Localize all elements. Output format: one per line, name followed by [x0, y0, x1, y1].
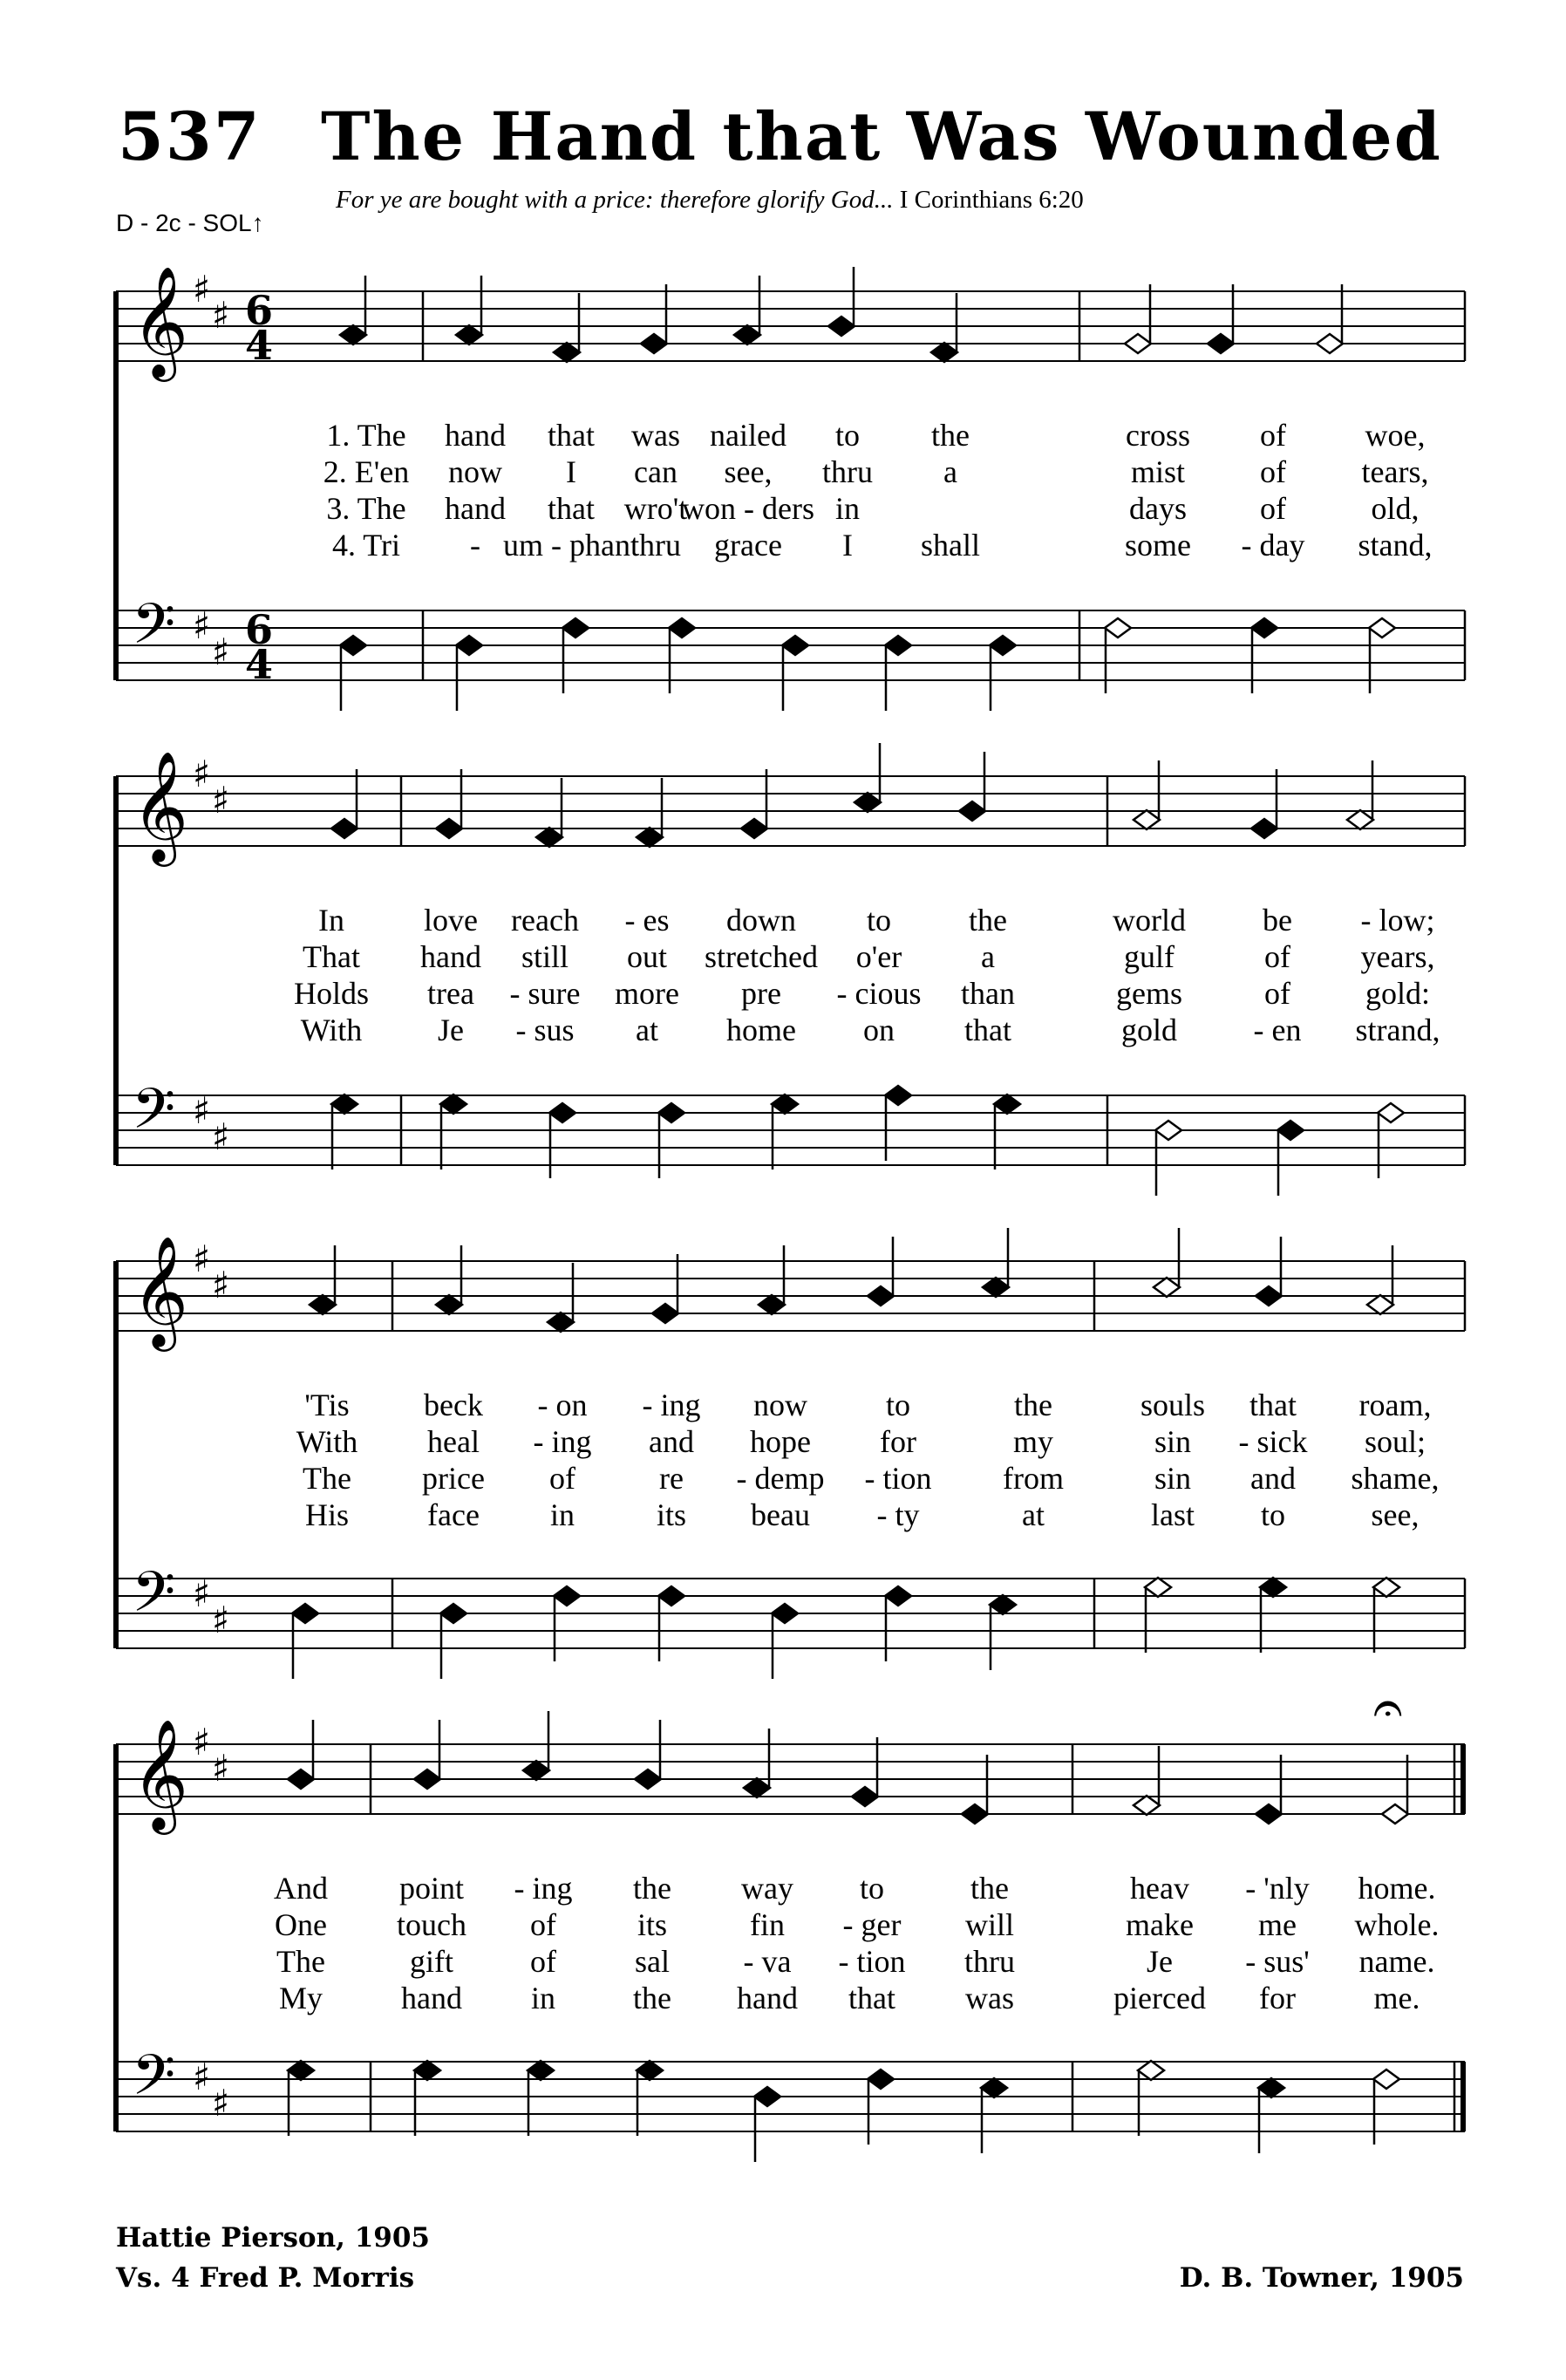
- sharp-icon: ♯: [212, 1599, 230, 1641]
- treble-note: [1134, 760, 1160, 829]
- lyric-syllable: - low;: [1360, 903, 1435, 938]
- lyric-syllable: of: [1260, 454, 1286, 489]
- sharp-icon: ♯: [212, 779, 230, 822]
- lyric-syllable: the: [969, 903, 1007, 938]
- lyric-syllable: hand: [401, 1981, 462, 2015]
- lyric-syllable: old,: [1371, 491, 1420, 526]
- lyric-syllable: gold:: [1365, 976, 1431, 1011]
- lyric-syllable: sin: [1154, 1461, 1192, 1496]
- lyric-syllable: pre: [741, 976, 781, 1011]
- bass-note: [340, 636, 366, 711]
- lyric-syllable: The: [303, 1461, 351, 1496]
- lyric-syllable: in: [834, 491, 861, 526]
- lyric-syllable: heav: [1130, 1871, 1189, 1906]
- sharp-icon: ♯: [212, 1264, 230, 1306]
- lyric-syllable: be: [1263, 903, 1292, 938]
- lyric-syllable: I: [566, 454, 576, 489]
- treble-note: [1125, 284, 1151, 353]
- lyric-syllable: The: [276, 1944, 325, 1979]
- lyric-syllable: for: [880, 1424, 916, 1459]
- treble-note: [523, 1711, 549, 1780]
- lyric-syllable: - ing: [642, 1388, 701, 1422]
- lyric-verse-4-line-2: [0, 1012, 1566, 1048]
- lyric-syllable: gulf: [1124, 939, 1174, 974]
- bass-note: [994, 1095, 1020, 1170]
- lyric-syllable: soul;: [1364, 1424, 1426, 1459]
- lyric-syllable: sin: [1154, 1424, 1192, 1459]
- lyric-syllable: souls: [1140, 1388, 1206, 1422]
- lyric-syllable: hand: [445, 418, 506, 453]
- lyric-syllable: down: [726, 903, 796, 938]
- bass-note: [331, 1095, 357, 1170]
- lyric-syllable: hand: [420, 939, 481, 974]
- lyric-verse-4-line-4: [0, 1980, 1566, 2016]
- lyric-verse-2-line-1: [0, 453, 1566, 490]
- treble-note: [288, 1720, 314, 1789]
- sharp-icon: ♯: [212, 1115, 230, 1158]
- treble-note: [1251, 769, 1277, 838]
- lyric-syllable: to: [1260, 1497, 1286, 1532]
- lyric-syllable: -: [470, 528, 480, 563]
- lyric-verse-1-line-4: [0, 1870, 1566, 1906]
- bass-note: [981, 2078, 1007, 2153]
- sharp-icon: ♯: [212, 1747, 230, 1790]
- lyric-syllable: Je: [1147, 1944, 1173, 1979]
- treble-clef-icon: 𝄞: [132, 265, 189, 377]
- treble-note: [959, 752, 985, 821]
- scripture-reference: [336, 186, 1084, 215]
- lyric-syllable: gold: [1120, 1013, 1178, 1047]
- sharp-icon: ♯: [193, 604, 211, 647]
- lyric-syllable: beck: [424, 1388, 483, 1422]
- lyric-syllable: years,: [1360, 939, 1435, 974]
- lyric-syllable: will: [964, 1907, 1015, 1942]
- lyric-syllable: - en: [1253, 1013, 1302, 1047]
- lyric-syllable: won - ders: [682, 491, 814, 526]
- treble-note: [734, 276, 760, 344]
- lyric-syllable: trea: [427, 976, 474, 1011]
- lyric-syllable: in: [530, 1981, 556, 2015]
- bass-note: [782, 636, 808, 711]
- lyric-verse-1-line-2: [0, 902, 1566, 938]
- lyric-syllable: point: [398, 1871, 465, 1906]
- lyric-syllable: at: [636, 1013, 658, 1047]
- lyric-syllable: in: [549, 1497, 575, 1532]
- treble-note: [331, 769, 357, 838]
- lyric-syllable: - day: [1241, 528, 1305, 563]
- lyric-syllable: world: [1113, 903, 1186, 938]
- bass-note: [528, 2061, 554, 2136]
- lyric-syllable: roam,: [1358, 1388, 1432, 1422]
- treble-note: [1256, 1755, 1282, 1824]
- lyric-syllable: face: [427, 1497, 480, 1532]
- lyric-syllable: cross: [1126, 418, 1190, 453]
- lyric-verse-2-line-4: [0, 1906, 1566, 1943]
- bass-note: [1258, 2078, 1284, 2153]
- lyric-syllable: the: [633, 1981, 671, 2015]
- lyric-syllable: love: [424, 903, 478, 938]
- lyric-verse-3-line-3: [0, 1460, 1566, 1497]
- lyric-syllable: - sick: [1238, 1424, 1308, 1459]
- lyric-syllable: - tion: [864, 1461, 932, 1496]
- treble-note: [828, 267, 854, 336]
- bass-note: [1105, 618, 1131, 693]
- lyric-syllable: That: [303, 939, 360, 974]
- treble-note: [852, 1737, 878, 1806]
- bass-note: [637, 2061, 663, 2136]
- bass-note: [1373, 1578, 1399, 1653]
- lyric-syllable: of: [549, 1461, 575, 1496]
- lyric-syllable: last: [1151, 1497, 1195, 1532]
- sharp-icon: ♯: [193, 1238, 211, 1280]
- lyric-verse-1-line-1: [0, 417, 1566, 453]
- treble-note: [983, 1228, 1009, 1297]
- scripture-quote: For ye are bought with a price: therefore glorify God...: [336, 186, 894, 214]
- lyric-syllable: still: [521, 939, 569, 974]
- lyric-syllable: And: [274, 1871, 328, 1906]
- lyric-syllable: - ger: [842, 1907, 902, 1942]
- treble-note: [744, 1729, 770, 1797]
- lyric-syllable: from: [1003, 1461, 1064, 1496]
- lyric-verse-3-line-4: [0, 1943, 1566, 1980]
- bass-note: [1369, 618, 1395, 693]
- sharp-icon: ♯: [212, 2082, 230, 2124]
- bass-note: [1378, 1103, 1404, 1178]
- lyric-syllable: my: [1012, 1424, 1054, 1459]
- lyric-syllable: 'Tis: [304, 1388, 350, 1422]
- lyric-verse-3-line-1: [0, 490, 1566, 527]
- lyric-syllable: My: [278, 1981, 323, 2015]
- lyric-syllable: - sus: [515, 1013, 575, 1047]
- bass-clef-icon: 𝄢: [132, 592, 176, 671]
- lyric-verse-2-line-3: [0, 1423, 1566, 1460]
- lyric-syllable: - tion: [838, 1944, 906, 1979]
- treble-note: [1208, 284, 1234, 353]
- lyric-syllable: its: [637, 1907, 668, 1942]
- treble-clef-icon: 𝄞: [132, 750, 189, 862]
- treble-note: [962, 1755, 988, 1824]
- bass-note: [658, 1586, 684, 1661]
- bass-note: [772, 1095, 798, 1170]
- lyric-syllable: hand: [445, 491, 506, 526]
- lyric-syllable: gift: [410, 1944, 453, 1979]
- lyric-syllable: and: [649, 1424, 694, 1459]
- treble-note: [1317, 284, 1343, 353]
- bass-note: [562, 618, 589, 693]
- lyric-syllable: that: [848, 1981, 895, 2015]
- sharp-icon: ♯: [193, 753, 211, 795]
- lyric-syllable: - demp: [736, 1461, 825, 1496]
- lyric-syllable: me: [1258, 1907, 1297, 1942]
- bass-note: [669, 618, 695, 693]
- bass-note: [885, 1086, 911, 1161]
- lyric-syllable: um - phant: [503, 528, 639, 563]
- time-signature-bottom: 4: [245, 322, 274, 369]
- treble-note: [641, 284, 667, 353]
- lyric-syllable: thru: [964, 1944, 1015, 1979]
- lyric-syllable: the: [1014, 1388, 1052, 1422]
- treble-note: [1382, 1755, 1408, 1824]
- lyric-syllable: - ing: [533, 1424, 592, 1459]
- treble-note: [854, 743, 881, 812]
- lyric-syllable: o'er: [855, 939, 902, 974]
- lyric-syllable: and: [1250, 1461, 1296, 1496]
- lyric-syllable: - sure: [509, 976, 581, 1011]
- lyric-syllable: 3. The: [326, 491, 406, 526]
- lyric-syllable: re: [659, 1461, 684, 1496]
- lyric-syllable: than: [961, 976, 1015, 1011]
- bass-note: [549, 1103, 575, 1178]
- lyric-syllable: of: [530, 1944, 556, 1979]
- lyric-syllable: whole.: [1354, 1907, 1440, 1942]
- time-signature-top: 6: [245, 287, 274, 334]
- lyric-syllable: price: [422, 1461, 485, 1496]
- lyric-verse-4-line-3: [0, 1497, 1566, 1533]
- credit-verse4: Vs. 4 Fred P. Morris: [116, 2262, 415, 2294]
- lyric-syllable: was: [965, 1981, 1014, 2015]
- time-signature-top: 6: [245, 606, 274, 653]
- treble-note: [554, 293, 580, 362]
- lyric-syllable: on: [863, 1013, 895, 1047]
- lyric-syllable: can: [634, 454, 677, 489]
- lyric-syllable: the: [970, 1871, 1009, 1906]
- lyric-syllable: gems: [1116, 976, 1182, 1011]
- bass-note: [1373, 2070, 1399, 2145]
- sharp-icon: ♯: [212, 631, 230, 673]
- lyric-syllable: sal: [635, 1944, 670, 1979]
- sharp-icon: ♯: [193, 2056, 211, 2098]
- lyric-syllable: to: [859, 1871, 885, 1906]
- bass-note: [990, 1595, 1016, 1670]
- lyric-syllable: Holds: [293, 976, 370, 1011]
- lyric-syllable: hope: [750, 1424, 811, 1459]
- lyric-syllable: beau: [751, 1497, 810, 1532]
- bass-clef-icon: 𝄢: [132, 1077, 176, 1156]
- lyric-syllable: a: [943, 454, 957, 489]
- bass-note: [754, 2087, 780, 2162]
- lyric-syllable: heal: [427, 1424, 480, 1459]
- lyric-syllable: to: [866, 903, 892, 938]
- lyric-verse-3-line-2: [0, 975, 1566, 1012]
- lyric-syllable: In: [318, 903, 344, 938]
- lyric-syllable: was: [631, 418, 680, 453]
- treble-note: [536, 778, 562, 847]
- bass-note: [1145, 1578, 1171, 1653]
- lyric-syllable: of: [1264, 939, 1290, 974]
- treble-note: [635, 1720, 661, 1789]
- lyric-syllable: stretched: [705, 939, 818, 974]
- bass-note: [990, 636, 1016, 711]
- lyric-syllable: some: [1125, 528, 1191, 563]
- lyric-syllable: 1. The: [326, 418, 406, 453]
- lyric-syllable: grace: [714, 528, 782, 563]
- lyric-syllable: tears,: [1361, 454, 1429, 489]
- time-signature-bottom: 4: [245, 641, 274, 688]
- bass-note: [292, 1604, 318, 1679]
- lyric-syllable: hand: [737, 1981, 798, 2015]
- lyric-syllable: its: [656, 1497, 687, 1532]
- lyric-syllable: - es: [624, 903, 670, 938]
- lyric-syllable: that: [1249, 1388, 1297, 1422]
- bass-note: [440, 1604, 466, 1679]
- lyric-syllable: see,: [724, 454, 773, 489]
- key-meter-label: D - 2c - SOL↑: [116, 209, 264, 236]
- lyric-syllable: - cious: [836, 976, 922, 1011]
- treble-note: [1154, 1228, 1180, 1297]
- sharp-icon: ♯: [193, 1721, 211, 1763]
- treble-note: [1134, 1746, 1160, 1815]
- lyric-syllable: days: [1129, 491, 1187, 526]
- lyric-syllable: nailed: [710, 418, 786, 453]
- lyric-syllable: Je: [438, 1013, 464, 1047]
- treble-note: [548, 1263, 574, 1332]
- lyric-syllable: to: [885, 1388, 911, 1422]
- bass-clef-icon: 𝄢: [132, 2043, 176, 2122]
- lyric-syllable: make: [1126, 1907, 1194, 1942]
- lyric-syllable: that: [548, 491, 595, 526]
- treble-note: [456, 276, 482, 344]
- bass-note: [1251, 618, 1277, 693]
- lyric-syllable: of: [1260, 418, 1286, 453]
- bass-clef-icon: 𝄢: [132, 1560, 176, 1639]
- treble-clef-icon: 𝄞: [132, 1718, 189, 1830]
- treble-note: [340, 276, 366, 344]
- lyric-syllable: 2. E'en: [323, 454, 410, 489]
- bass-note: [414, 2061, 440, 2136]
- lyric-syllable: now: [448, 454, 502, 489]
- treble-note: [868, 1237, 894, 1306]
- lyric-syllable: pierced: [1113, 1981, 1206, 2015]
- treble-note: [1347, 760, 1373, 829]
- lyric-syllable: wro't: [623, 491, 688, 526]
- lyric-syllable: - va: [743, 1944, 792, 1979]
- lyric-syllable: more: [615, 976, 679, 1011]
- bass-note: [868, 2070, 894, 2145]
- lyric-syllable: out: [626, 939, 668, 974]
- lyric-syllable: I: [842, 528, 853, 563]
- bass-note: [885, 636, 911, 711]
- bass-note: [772, 1604, 798, 1679]
- lyric-syllable: 4. Tri: [331, 528, 401, 563]
- treble-note: [1256, 1237, 1282, 1306]
- lyric-syllable: that: [964, 1013, 1011, 1047]
- lyric-syllable: strand,: [1355, 1013, 1440, 1047]
- lyric-syllable: mist: [1130, 454, 1186, 489]
- lyric-syllable: thru: [630, 528, 681, 563]
- lyric-syllable: now: [753, 1388, 807, 1422]
- hymn-number: 537: [118, 98, 262, 175]
- lyric-syllable: - ty: [876, 1497, 920, 1532]
- lyric-syllable: of: [1264, 976, 1290, 1011]
- lyric-syllable: way: [741, 1871, 793, 1906]
- treble-clef-icon: 𝄞: [132, 1235, 189, 1347]
- lyric-syllable: shame,: [1351, 1461, 1440, 1496]
- lyric-syllable: - ing: [514, 1871, 573, 1906]
- lyric-syllable: shall: [921, 528, 980, 563]
- lyric-syllable: me.: [1373, 1981, 1420, 2015]
- lyric-syllable: His: [304, 1497, 350, 1532]
- lyric-syllable: reach: [511, 903, 579, 938]
- lyric-syllable: stand,: [1358, 528, 1433, 563]
- treble-note: [310, 1245, 336, 1314]
- bass-note: [456, 636, 482, 711]
- lyric-syllable: a: [981, 939, 995, 974]
- treble-note: [414, 1720, 440, 1789]
- treble-note: [436, 769, 462, 838]
- treble-note: [1367, 1245, 1393, 1314]
- lyric-syllable: name.: [1358, 1944, 1435, 1979]
- lyric-syllable: that: [548, 418, 595, 453]
- credit-music: D. B. Towner, 1905: [1179, 2262, 1464, 2294]
- sharp-icon: ♯: [212, 294, 230, 337]
- treble-note: [931, 293, 957, 362]
- lyric-syllable: home: [726, 1013, 796, 1047]
- lyric-syllable: of: [1260, 491, 1286, 526]
- sharp-icon: ♯: [193, 1572, 211, 1615]
- lyric-syllable: With: [296, 1424, 358, 1459]
- treble-note: [741, 769, 767, 838]
- lyric-verse-4-line-1: [0, 527, 1566, 563]
- lyric-syllable: fin: [750, 1907, 785, 1942]
- lyric-verse-2-line-2: [0, 938, 1566, 975]
- lyric-syllable: to: [834, 418, 861, 453]
- lyric-syllable: One: [275, 1907, 327, 1942]
- lyric-syllable: touch: [397, 1907, 466, 1942]
- lyric-syllable: - 'nly: [1245, 1871, 1310, 1906]
- bass-note: [554, 1586, 580, 1661]
- lyric-syllable: With: [300, 1013, 363, 1047]
- lyric-syllable: woe,: [1365, 418, 1426, 453]
- treble-note: [652, 1254, 678, 1323]
- lyric-syllable: - on: [537, 1388, 588, 1422]
- bass-note: [1138, 2061, 1164, 2136]
- lyric-syllable: - sus': [1245, 1944, 1310, 1979]
- lyric-syllable: of: [530, 1907, 556, 1942]
- hymn-title: The Hand that Was Wounded: [321, 98, 1442, 175]
- lyric-verse-1-line-3: [0, 1387, 1566, 1423]
- lyric-syllable: thru: [822, 454, 873, 489]
- sharp-icon: ♯: [193, 268, 211, 310]
- treble-note: [436, 1245, 462, 1314]
- lyric-syllable: for: [1259, 1981, 1296, 2015]
- lyric-syllable: at: [1022, 1497, 1045, 1532]
- bass-note: [1260, 1578, 1286, 1653]
- bass-note: [885, 1586, 911, 1661]
- fermata-icon: 𝄐: [1373, 1677, 1403, 1738]
- sharp-icon: ♯: [193, 1089, 211, 1132]
- lyric-syllable: the: [931, 418, 970, 453]
- treble-note: [759, 1245, 785, 1314]
- credit-words: Hattie Pierson, 1905: [116, 2222, 430, 2254]
- lyric-syllable: the: [633, 1871, 671, 1906]
- bass-note: [1155, 1121, 1181, 1196]
- bass-note: [658, 1103, 684, 1178]
- lyric-syllable: see,: [1371, 1497, 1420, 1532]
- treble-note: [637, 778, 663, 847]
- scripture-ref: I Corinthians 6:20: [899, 186, 1084, 214]
- bass-note: [1277, 1121, 1304, 1196]
- bass-note: [288, 2061, 314, 2136]
- bass-note: [440, 1095, 466, 1170]
- lyric-syllable: home.: [1358, 1871, 1436, 1906]
